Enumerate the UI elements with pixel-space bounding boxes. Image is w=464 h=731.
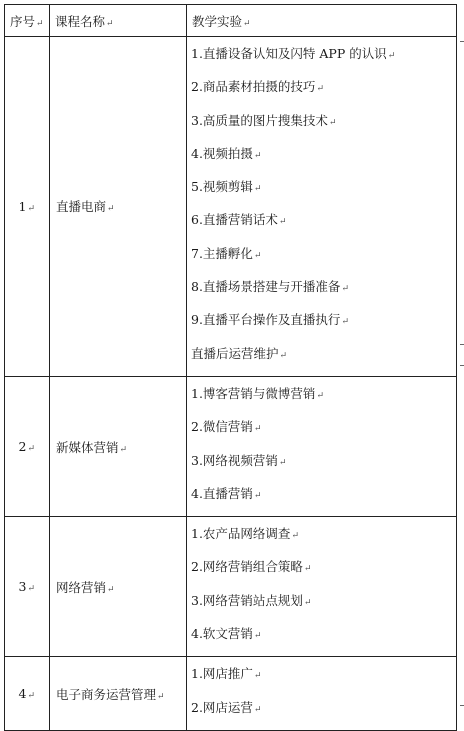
experiment-item bbox=[191, 623, 456, 656]
experiment-item-text: 3.高质量的图片搜集技术 bbox=[191, 112, 328, 128]
experiment-item-text: 7.主播孵化 bbox=[191, 245, 253, 261]
row-seq-cell bbox=[5, 376, 50, 516]
paragraph-mark: ↵ bbox=[243, 18, 251, 29]
paragraph-mark: ↵ bbox=[387, 51, 396, 61]
paragraph-mark: ↵ bbox=[253, 490, 262, 501]
course-name: 直播电商 bbox=[56, 199, 107, 215]
course-name-cell bbox=[50, 376, 187, 516]
experiment-item bbox=[191, 176, 456, 209]
paragraph-mark: ↵ bbox=[27, 444, 35, 455]
paragraph-mark: ↵ bbox=[328, 117, 337, 128]
row-seq: 2 bbox=[18, 439, 27, 455]
experiment-item bbox=[191, 416, 456, 449]
experiment-item bbox=[191, 697, 456, 730]
experiment-item-text: 4.直播营销 bbox=[191, 485, 253, 501]
paragraph-mark: ↵ bbox=[253, 250, 262, 261]
row-seq: 3 bbox=[18, 579, 27, 595]
course-name: 新媒体营销 bbox=[56, 439, 119, 455]
experiment-cell bbox=[187, 657, 457, 731]
paragraph-mark: ↵ bbox=[316, 390, 324, 401]
experiment-item-text: 直播后运营维护 bbox=[191, 345, 279, 361]
experiment-item-text: 4.软文营销 bbox=[191, 626, 253, 642]
experiment-item-text: 1.农产品网络调查 bbox=[191, 526, 291, 542]
course-table bbox=[4, 4, 457, 731]
header-cell bbox=[5, 5, 50, 37]
paragraph-mark: ↵ bbox=[341, 317, 349, 328]
experiment-item-text: 1.博客营销与微博营销 bbox=[191, 385, 316, 401]
experiment-item-text: 8.直播场景搭建与开播准备 bbox=[191, 279, 341, 295]
table-row bbox=[5, 37, 457, 377]
experiment-item bbox=[191, 143, 456, 176]
experiment-item bbox=[191, 243, 456, 276]
header-seq: 序号 bbox=[10, 13, 36, 29]
table-row bbox=[5, 376, 457, 516]
paragraph-mark: ↵ bbox=[253, 631, 262, 642]
experiment-item-text: 2.网店运营 bbox=[191, 699, 253, 715]
experiment-item bbox=[191, 110, 456, 143]
experiment-item bbox=[191, 483, 456, 516]
header-cell bbox=[187, 5, 457, 37]
experiment-item bbox=[191, 383, 456, 416]
experiment-item bbox=[191, 309, 456, 342]
paragraph-mark: ↵ bbox=[278, 457, 287, 468]
experiment-item-text: 1.直播设备认知及闪特 APP 的认识 bbox=[191, 46, 387, 61]
row-seq: 1 bbox=[18, 198, 27, 214]
paragraph-mark: ↵ bbox=[291, 531, 299, 542]
paragraph-mark: ↵ bbox=[278, 217, 287, 228]
paragraph-mark: ↵ bbox=[107, 204, 115, 215]
course-name-cell bbox=[50, 517, 187, 657]
row-seq-cell bbox=[5, 517, 50, 657]
table-row bbox=[5, 517, 457, 657]
paragraph-mark: ↵ bbox=[27, 584, 35, 595]
experiment-item bbox=[191, 590, 456, 623]
table-row bbox=[5, 657, 457, 731]
paragraph-mark: ↵ bbox=[27, 691, 35, 702]
header-cell bbox=[50, 5, 187, 37]
experiment-item-text: 6.直播营销话术 bbox=[191, 212, 278, 228]
paragraph-mark: ↵ bbox=[27, 203, 35, 214]
experiment-item bbox=[191, 209, 456, 242]
experiment-item-text: 9.直播平台操作及直播执行 bbox=[191, 312, 341, 328]
course-name: 电子商务运营管理 bbox=[56, 686, 157, 702]
row-seq-cell bbox=[5, 37, 50, 377]
paragraph-mark: ↵ bbox=[253, 704, 262, 715]
margin-tick bbox=[460, 344, 464, 345]
paragraph-mark: ↵ bbox=[303, 564, 312, 575]
experiment-cell bbox=[187, 37, 457, 377]
paragraph-mark: ↵ bbox=[119, 444, 128, 455]
margin-tick bbox=[460, 365, 464, 366]
experiment-cell bbox=[187, 517, 457, 657]
paragraph-mark: ↵ bbox=[253, 424, 262, 435]
experiment-item bbox=[191, 276, 456, 309]
paragraph-mark: ↵ bbox=[253, 184, 262, 195]
experiment-item-text: 1.网店推广 bbox=[191, 666, 253, 682]
experiment-item-text: 2.网络营销组合策略 bbox=[191, 559, 303, 575]
experiment-item-text: 4.视频拍摄 bbox=[191, 145, 253, 161]
paragraph-mark: ↵ bbox=[279, 350, 288, 361]
course-name: 网络营销 bbox=[56, 579, 107, 595]
experiment-item bbox=[191, 556, 456, 589]
margin-tick bbox=[460, 705, 464, 706]
experiment-item-text: 3.网络营销站点规划 bbox=[191, 592, 303, 608]
experiment-item bbox=[191, 663, 456, 696]
experiment-item bbox=[191, 523, 456, 556]
paragraph-mark: ↵ bbox=[303, 597, 312, 608]
paragraph-mark: ↵ bbox=[316, 84, 324, 95]
experiment-item bbox=[191, 76, 456, 109]
paragraph-mark: ↵ bbox=[157, 691, 165, 702]
experiment-item bbox=[191, 343, 456, 376]
header-content: 教学实验 bbox=[192, 13, 243, 29]
row-seq: 4 bbox=[18, 686, 27, 702]
paragraph-mark: ↵ bbox=[341, 284, 349, 295]
paragraph-mark: ↵ bbox=[107, 584, 115, 595]
course-name-cell bbox=[50, 657, 187, 731]
experiment-item bbox=[191, 43, 456, 76]
experiment-item-text: 2.微信营销 bbox=[191, 419, 253, 435]
table-header-row bbox=[5, 5, 457, 37]
experiment-cell bbox=[187, 376, 457, 516]
paragraph-mark: ↵ bbox=[36, 18, 44, 29]
experiment-item bbox=[191, 450, 456, 483]
course-name-cell bbox=[50, 37, 187, 377]
paragraph-mark: ↵ bbox=[106, 18, 114, 29]
experiment-item-text: 3.网络视频营销 bbox=[191, 452, 278, 468]
paragraph-mark: ↵ bbox=[253, 671, 262, 682]
header-name: 课程名称 bbox=[55, 13, 106, 29]
experiment-item-text: 5.视频剪辑 bbox=[191, 179, 253, 195]
experiment-item-text: 2.商品素材拍摄的技巧 bbox=[191, 79, 316, 95]
margin-tick bbox=[460, 41, 464, 42]
row-seq-cell bbox=[5, 657, 50, 731]
paragraph-mark: ↵ bbox=[253, 150, 262, 161]
